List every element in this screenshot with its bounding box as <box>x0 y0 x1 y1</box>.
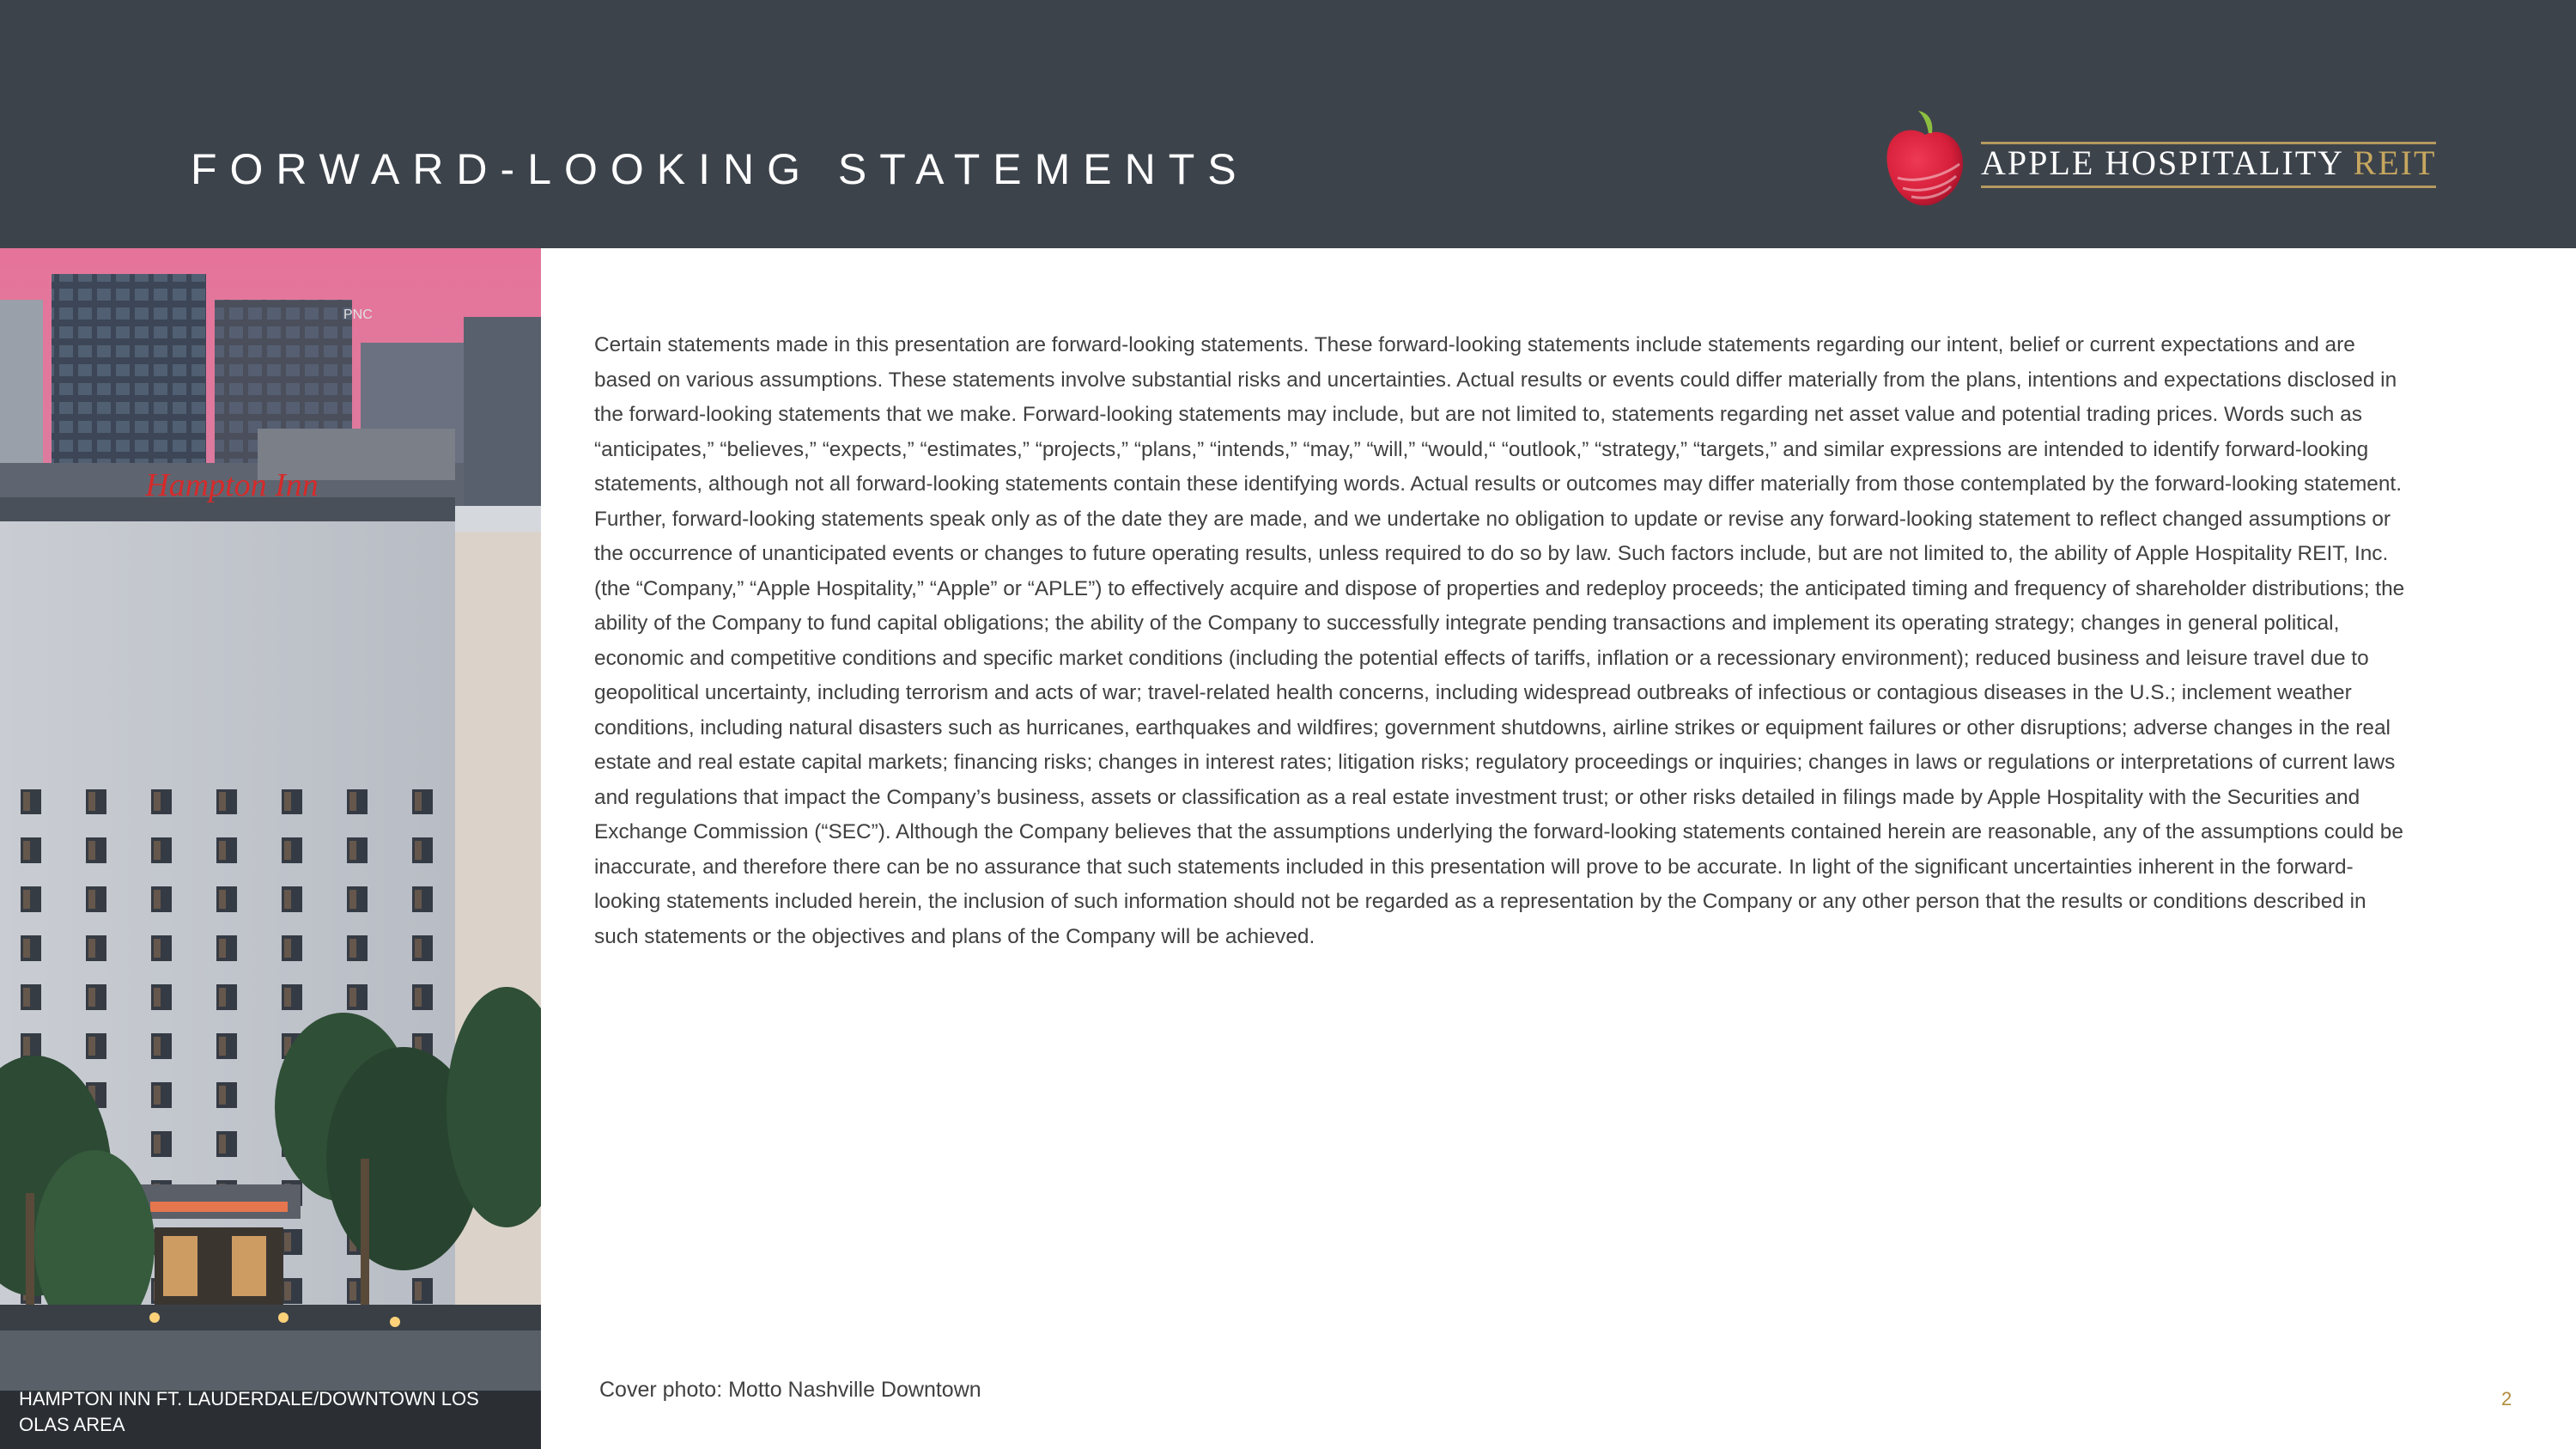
forward-looking-disclaimer: Certain statements made in this presentation are forward-looking statements. These forward-looking statements include statements regarding our intent, belief or current expectations and are based on various assumptions. These statements involve substantial risks and uncertainties. Actual results or events could differ materially from the plans, intentions and expectations disclosed in the forward-looking statements that we make. Forward-looking statements may include, but are not limited to, statements regarding net asset value and potential trading prices. Words such as “anticipates,” “believes,” “expects,” “estimates,” “projects,” “plans,” “intends,” “may,” “will,” “would,“ “outlook,” “strategy,” “targets,” and similar expressions are intended to identify forward-looking statements, although not all forward-looking statements contain these identifying words. Actual results or outcomes may differ materially from those contemplated by the forward-looking statement. Further, forward-looking statements speak only as of the date they are made, and we undertake no obligation to update or revise any forward-looking statement to reflect changed assumptions or the occurrence of unanticipated events or changes to future operating results, unless required to do so by law. Such factors include, but are not limited to, the ability of Apple Hospitality REIT, Inc. (the “Company,” “Apple Hospitality,” “Apple” or “APLE”) to effectively acquire and dispose of properties and redeploy proceeds; the anticipated timing and frequency of shareholder distributions; the ability of the Company to fund capital obligations; the ability of the Company to successfully integrate pending transactions and implement its operating strategy; changes in general political, economic and competitive conditions and specific market conditions (including the potential effects of tariffs, inflation or a recessionary environment); reduced business and leisure travel due to geopolitical uncertainty, including terrorism and acts of war; travel-related health concerns, including widespread outbreaks of infectious or contagious diseases in the U.S.; inclement weather conditions, including natural disasters such as hurricanes, earthquakes and wildfires; government shutdowns, airline strikes or equipment failures or other disruptions; adverse changes in the real estate and real estate capital markets; financing risks; changes in interest rates; litigation risks; regulatory proceedings or inquiries; changes in laws or regulations or interpretations of current laws and regulations that impact the Company’s business, assets or classification as a real estate investment trust; or other risks detailed in filings made by Apple Hospitality with the Securities and Exchange Commission (“SEC”). Although the Company believes that the assumptions underlying the forward-looking statements contained herein are reasonable, any of the assumptions could be inaccurate, and therefore there can be no assurance that such statements included in this presentation will prove to be accurate. In light of the significant uncertainties inherent in the forward-looking statements included herein, the inclusion of such information should not be regarded as a representation by the Company or any other person that the results or conditions described in such statements or the objectives and plans of the Company will be achieved. <box>594 333 2405 948</box>
photo-caption: HAMPTON INN FT. LAUDERDALE/DOWNTOWN LOS OLAS AREA <box>19 1388 479 1435</box>
cover-photo-note: Cover photo: Motto Nashville Downtown <box>599 1378 981 1402</box>
logo-name-accent: REIT <box>2353 143 2437 182</box>
logo-name-main: APPLE HOSPITALITY <box>1981 143 2343 182</box>
hotel-photo-illustration <box>0 248 541 1449</box>
page-title: FORWARD-LOOKING STATEMENTS <box>191 145 1249 193</box>
logo-wordmark <box>1981 142 2436 188</box>
building-sign-text: PNC <box>343 307 373 322</box>
hotel-photo <box>0 248 541 1449</box>
apple-icon <box>1880 107 1975 210</box>
company-logo <box>1880 107 2437 210</box>
hotel-sign-text: Hampton Inn <box>145 467 319 503</box>
header-bar <box>0 0 2576 248</box>
page-number: 2 <box>2501 1388 2512 1409</box>
